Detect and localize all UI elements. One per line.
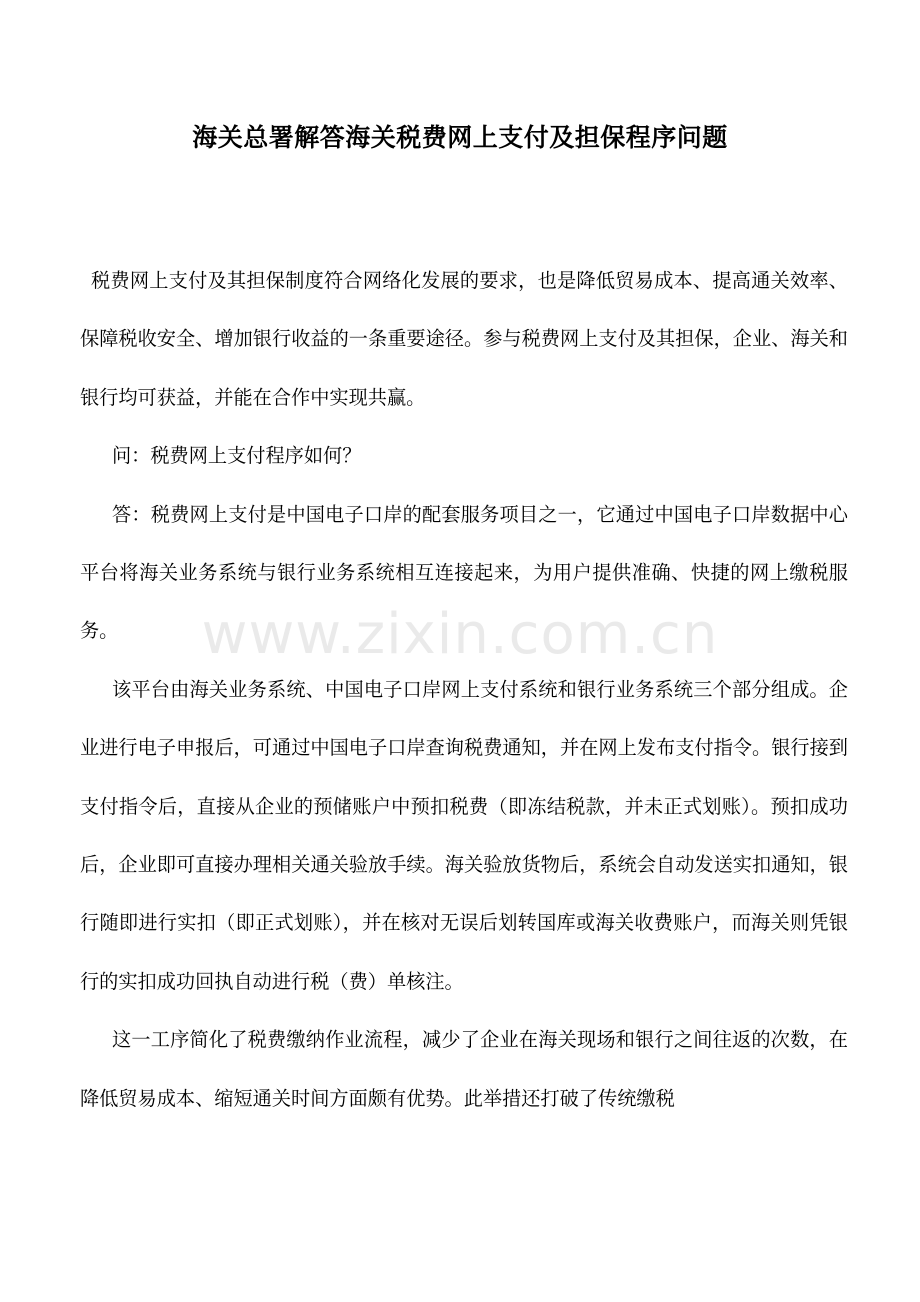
paragraph-benefits: 这一工序简化了税费缴纳作业流程，减少了企业在海关现场和银行之间往返的次数，在降低贸易成本、缩短通关时间方面颇有优势。此举措还打破了传统缴税 <box>80 1028 848 1110</box>
document-body <box>80 252 848 1128</box>
paragraph-intro: 税费网上支付及其担保制度符合网络化发展的要求，也是降低贸易成本、提高通关效率、保障税收安全、增加银行收益的一条重要途径。参与税费网上支付及其担保，企业、海关和银行均可获益，并能在合作中实现共赢。 <box>80 269 848 409</box>
paragraph-question: 问：税费网上支付程序如何？ <box>112 444 362 468</box>
watermark-text: www.zixin.com.cn <box>201 602 719 667</box>
paragraph-platform: 该平台由海关业务系统、中国电子口岸网上支付系统和银行业务系统三个部分组成。企业进行电子申报后，可通过中国电子口岸查询税费通知，并在网上发布支付指令。银行接到支付指令后，直接从企业的预储账户中预扣税费（即冻结税款，并未正式划账）。预扣成功后，企业即可直接办理相关通关验放手续。海关验放货物后，系统会自动发送实扣通知，银行随即进行实扣（即正式划账），并在核对无误后划转国库或海关收费账户，而海关则凭银行的实扣成功回执自动进行税（费）单核注。 <box>80 677 848 993</box>
paragraph-answer: 答：税费网上支付是中国电子口岸的配套服务项目之一，它通过中国电子口岸数据中心平台将海关业务系统与银行业务系统相互连接起来，为用户提供准确、快捷的网上缴税服务。 <box>80 502 848 643</box>
document-title: 海关总署解答海关税费网上支付及担保程序问题 <box>192 123 728 152</box>
